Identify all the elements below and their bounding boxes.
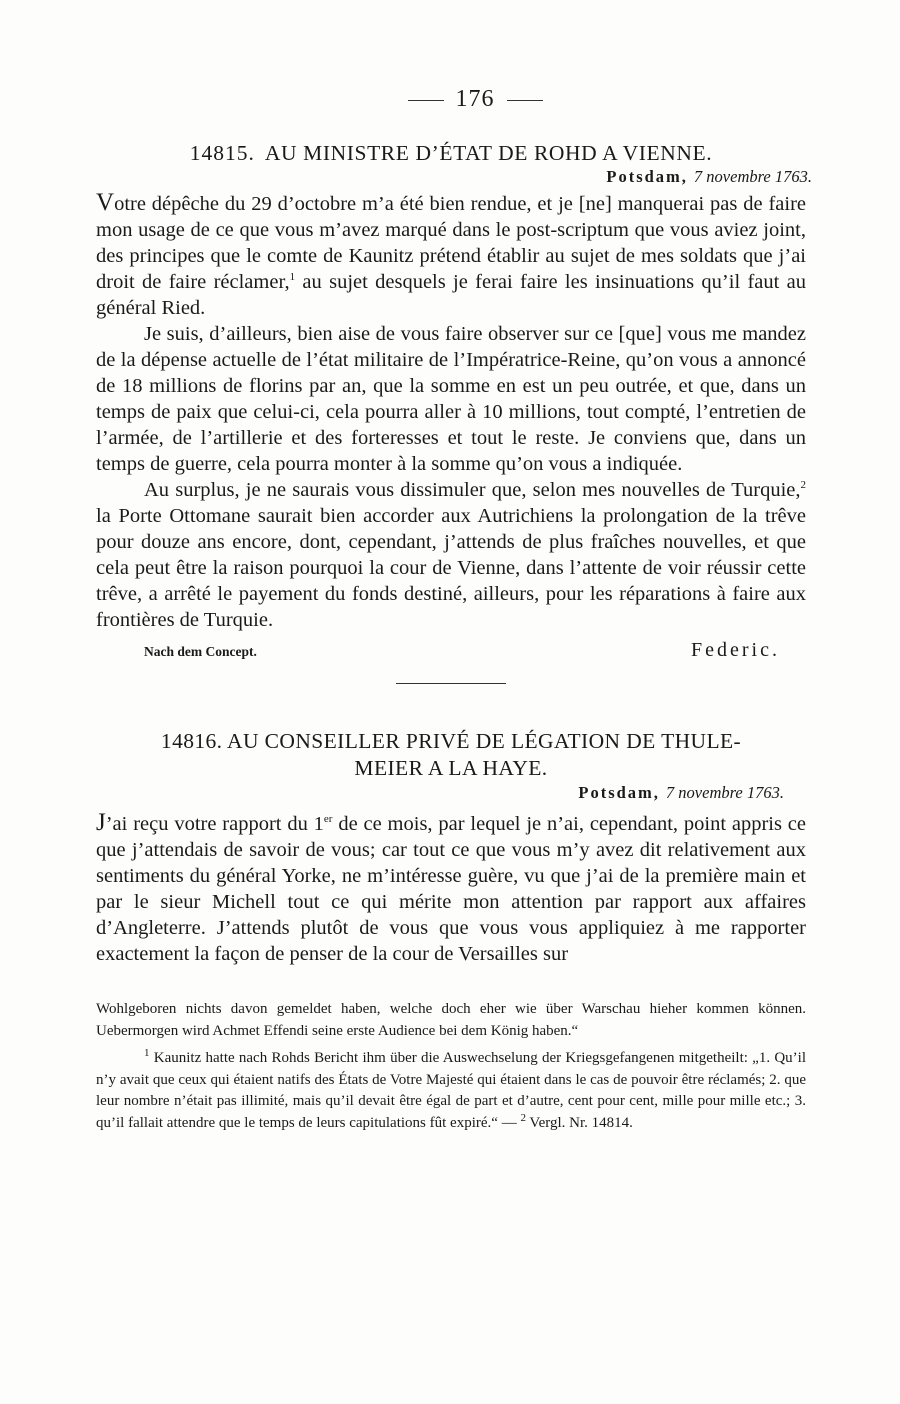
letter-paragraph — [96, 810, 806, 967]
footnote-marker: 2 — [520, 1111, 526, 1124]
footnote-marker: 1 — [144, 1047, 150, 1059]
signature: Federic. — [691, 639, 780, 661]
dateline — [96, 782, 784, 804]
page-number: 176 — [455, 86, 495, 112]
paragraph-text: au sujet desquels je ferai faire les insinuations qu’il faut au général Ried. — [96, 271, 807, 319]
initial-letter: V — [96, 189, 115, 216]
initial-letter: J — [96, 809, 106, 836]
letter-paragraph: Je suis, d’ailleurs, bien aise de vous faire observer sur ce [que] vous me mandez de la dépense actuelle de l’état militaire de l’Impératrice-Reine, qu’on vous a annoncé de 18 millions de florins par an, que la somme en est un peu outrée, et que, dans un temps de paix que celui-ci, cela pourra aller à 10 millions, tout compté, l’entretien de l’armée, de l’artillerie et des forteresses et tout le reste. Je conviens que, dans un temps de guerre, cela pourra monter à la somme qu’on vous a indiquée. — [96, 323, 806, 475]
letter-title-line2: MEIER A LA HAYE. — [354, 756, 548, 780]
document-page — [96, 82, 812, 1134]
dateline-place: Potsdam, — [606, 167, 688, 186]
page-number-line — [144, 82, 806, 116]
letter-closing — [96, 639, 806, 662]
paragraph-text: otre dépêche du 29 d’octobre m’a été bien rendue, et je [ne] manquerai pas de faire mon usage de ce que vous m’avez marqué dans le post-scriptum que vous aviez joint, des principes que le comte de Kaunitz prétend établir au sujet de mes soldats que j’ai droit de faire réclamer, — [96, 193, 806, 293]
letter-heading — [96, 140, 806, 166]
superscript: er — [323, 813, 333, 826]
letter-number: 14816. — [160, 729, 223, 753]
section-divider — [396, 683, 506, 684]
dateline-date: 7 novembre 1763. — [665, 783, 784, 802]
paragraph-text: de ce mois, par lequel je n’ai, cependant, point appris ce que j’attendais de savoir de vous; car tout ce que vous m’y avez dit relativement aux sentiments du général Yorke, ne m’intéresse guère, vu que j’ai de la première main et par le sieur Michell tout ce qui mérite mon attention par rapport aux affaires d’Angleterre. J’attends plutôt de vous que vous vous appliquiez à me rapporter exactement la façon de penser de la cour de Versailles sur — [96, 813, 806, 965]
footnote — [96, 1048, 806, 1134]
letter-title-line1: AU CONSEILLER PRIVÉ DE LÉGATION DE THULE- — [227, 729, 742, 753]
letter-paragraph — [96, 477, 806, 633]
rule-right — [507, 100, 543, 101]
dateline-date: 7 novembre 1763. — [693, 167, 812, 186]
paragraph-text: Au surplus, je ne saurais vous dissimuler que, selon mes nouvelles de Turquie, — [144, 479, 801, 501]
dateline — [96, 166, 812, 188]
dateline-place: Potsdam, — [578, 783, 660, 802]
letter-title: AU MINISTRE D’ÉTAT DE ROHD A VIENNE. — [264, 141, 713, 165]
footnote-ref: 1 — [289, 271, 296, 284]
paragraph-text: la Porte Ottomane saurait bien accorder aux Autrichiens la prolongation de la trêve pour douze ans encore, dont, cependant, j’attends de plus fraîches nouvelles, et que cela peut être la raison pourquoi la cour de Vienne, dans l’attente de voir réussir cette trêve, a arrêté le payement du fonds destiné, ailleurs, pour les réparations à faire aux frontières de Turquie. — [96, 505, 806, 631]
letter-paragraph — [96, 190, 806, 321]
source-note: Nach dem Concept. — [144, 644, 257, 659]
rule-left — [408, 100, 444, 101]
letter-number: 14815. — [189, 141, 255, 165]
footnote-text: Vergl. Nr. 14814. — [525, 1114, 633, 1131]
footnote-ref: 2 — [800, 479, 806, 492]
footnote-continued: Wohlgeboren nichts davon gemeldet haben, welche doch eher wie über Warschau hieher kommen können. Uebermorgen wird Achmet Effendi seine erste Audience bei dem König haben.“ — [96, 1001, 806, 1039]
footnote-text: Kaunitz hatte nach Rohds Bericht ihm über die Auswechselung der Kriegsgefangenen mitgetheilt: „1. Qu’il n’y avait que ceux qui étaient natifs des États de Votre Majesté qui étaient dans le cas de pouvoir être réclamés; 2. que leur nombre n’était pas illimité, mais qu’il devait être égal de part et d’autre, cent pour cent, mille pour mille etc.; 3. qu’il fallait attendre que le temps de leurs capitulations fût expiré.“ — — [96, 1050, 806, 1131]
letter-heading — [96, 728, 806, 782]
paragraph-text: ’ai reçu votre rapport du 1 — [105, 813, 324, 835]
footnotes — [96, 999, 806, 1134]
